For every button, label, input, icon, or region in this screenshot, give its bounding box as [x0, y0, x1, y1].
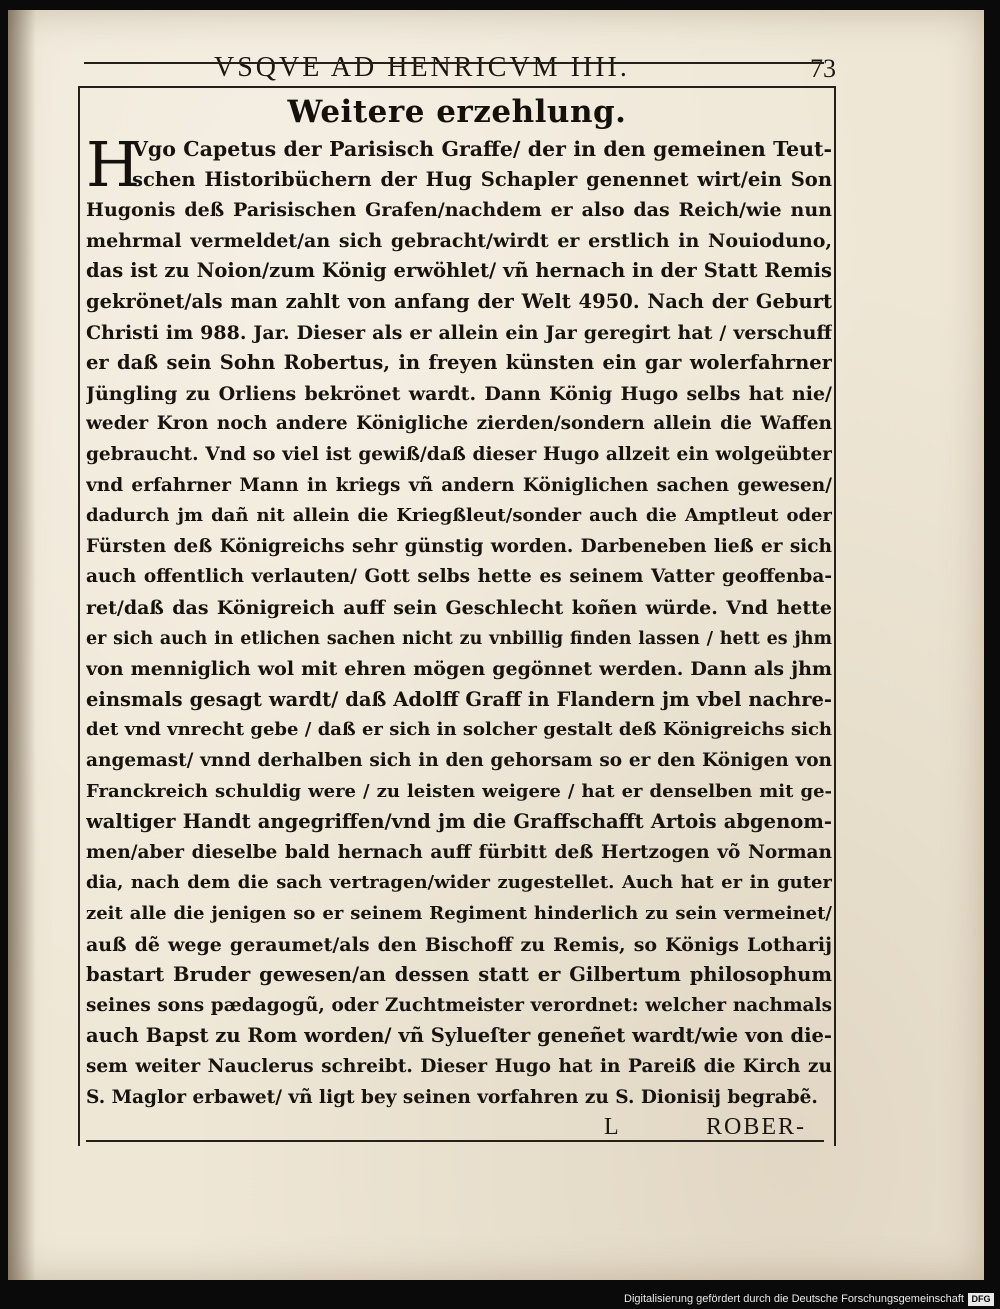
footer-bar: [0, 1292, 1000, 1309]
text-line: vnd erfahrner Mann in kriegs vñ andern Königlichen sachen gewesen/: [86, 474, 832, 496]
signature-mark: L: [604, 1114, 621, 1140]
text-line: er sich auch in etlichen sachen nicht zu vnbillig finden lassen / hett es jhm: [86, 628, 832, 649]
text-line: auch Bapst zu Rom worden/ vñ Sylueſter geneñet wardt/wie von die-: [86, 1024, 832, 1048]
header-rule: [84, 62, 824, 64]
text-line: einsmals gesagt wardt/ daß Adolff Graff in Flandern jm vbel nachre-: [86, 687, 832, 711]
text-line: mehrmal vermeldet/an sich gebracht/wirdt er erstlich in Nouioduno,: [86, 229, 832, 252]
funding-credit: Digitalisierung gefördert durch die Deutsche Forschungsgemeinschaft: [624, 1293, 964, 1305]
text-line: waltiger Handt angegriffen/vnd jm die Graffschafft Artois abgenom-: [86, 810, 832, 834]
text-line: Christi im 988. Jar. Dieser als er allein ein Jar geregirt hat / verschuff: [86, 321, 832, 344]
text-line: dadurch jm dañ nit allein die Kriegßleut/sonder auch die Amptleut oder: [86, 505, 832, 527]
text-line: von menniglich wol mit ehren mögen gegönnet werden. Dann als jhm: [86, 658, 832, 681]
drop-initial: H: [86, 128, 141, 201]
text-line: seines sons pædagogũ, oder Zuchtmeister verordnet: welcher nachmals: [86, 994, 832, 1016]
page-number: 73: [810, 54, 836, 83]
text-line: Franckreich schuldig were / zu leisten weigere / hat er denselben mit ge-: [86, 780, 832, 802]
section-heading: Weitere erzehlung.: [287, 94, 627, 130]
catchword: ROBER-: [706, 1114, 807, 1140]
text-line: gebraucht. Vnd so viel ist gewiß/daß dieser Hugo allzeit ein wolgeübter: [86, 444, 832, 465]
text-line: Vgo Capetus der Parisisch Graffe/ der in den gemeinen Teut-: [132, 137, 832, 161]
text-line: Hugonis deß Parisischen Grafen/nachdem er also das Reich/wie nun: [86, 199, 832, 222]
text-line: men/aber dieselbe bald hernach auff fürbitt deß Hertzogen võ Norman: [86, 841, 832, 863]
text-line: auch offentlich verlauten/ Gott selbs hette es seinem Vatter geoffenba-: [86, 566, 832, 588]
text-line: zeit alle die jenigen so er seinem Regiment hinderlich zu sein vermeinet/: [86, 903, 832, 924]
text-line: S. Maglor erbawet/ vñ ligt bey seinen vorfahren zu S. Dionisij begrabẽ.: [86, 1086, 818, 1108]
running-title: VSQVE AD HENRICVM IIII.: [214, 52, 630, 83]
text-line: er daß sein Sohn Robertus, in freyen künsten ein gar wolerfahrner: [86, 351, 832, 375]
text-line: det vnd vnrecht gebe / daß er sich in solcher gestalt deß Königreichs sich: [86, 719, 832, 741]
text-line: bastart Bruder gewesen/an dessen statt er Gilbertum philosophum: [86, 963, 832, 987]
text-line: auß dẽ wege geraumet/als den Bischoff zu Remis, so Königs Lotharij: [86, 933, 832, 956]
page-gutter-shadow: [8, 10, 36, 1280]
text-line: schen Historibüchern der Hug Schapler genennet wirt/ein Son: [132, 167, 832, 191]
running-head: [76, 52, 836, 82]
dfg-logo: DFG: [968, 1293, 994, 1306]
text-line: angemast/ vnnd derhalben sich in den gehorsam so er den Königen von: [86, 750, 832, 771]
text-line: Fürsten deß Königreichs sehr günstig worden. Darbeneben ließ er sich: [86, 535, 832, 557]
text-line: Jüngling zu Orliens bekrönet wardt. Dann König Hugo selbs hat nie/: [86, 382, 832, 405]
text-line: sem weiter Nauclerus schreibt. Dieser Hugo hat in Pareiß die Kirch zu: [86, 1056, 832, 1077]
text-line: ret/daß das Königreich auff sein Geschlecht koñen würde. Vnd hette: [86, 597, 832, 619]
text-line: weder Kron noch andere Königliche zierden/sondern allein die Waffen: [86, 413, 832, 435]
text-line: das ist zu Noion/zum König erwöhlet/ vñ hernach in der Statt Remis: [86, 259, 832, 283]
text-line: dia, nach dem die sach vertragen/wider zugestellet. Auch hat er in guter: [86, 872, 832, 894]
text-line: gekrönet/als man zahlt von anfang der Welt 4950. Nach der Geburt: [86, 290, 832, 313]
